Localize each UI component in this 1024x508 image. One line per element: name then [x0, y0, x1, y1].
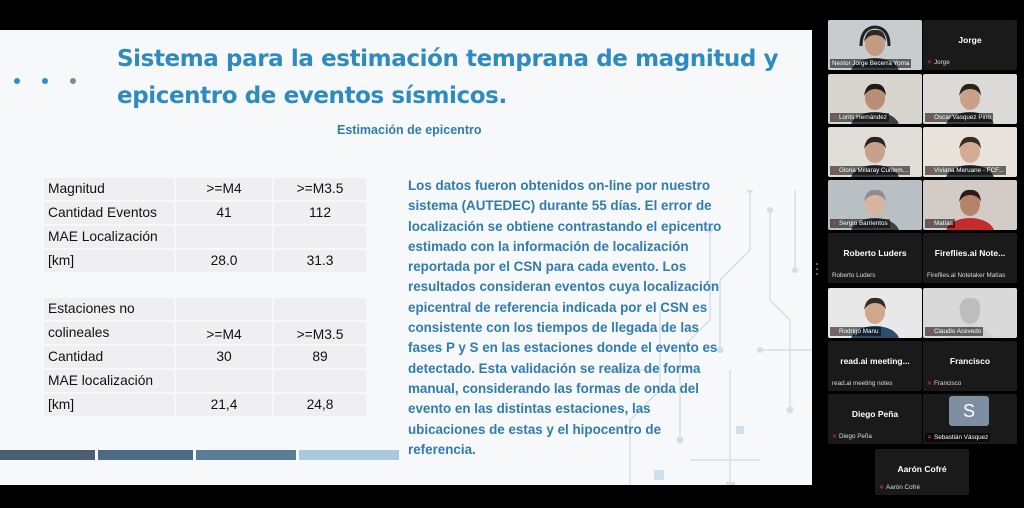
- participant-display-name: Francisco: [949, 356, 991, 366]
- footer-bar: [299, 450, 399, 460]
- participant-name-label: [830, 327, 881, 336]
- table-row: [44, 298, 366, 320]
- muted-mic-icon: ✕: [927, 220, 933, 227]
- shared-screen-slide: [0, 30, 812, 485]
- table-cell: colineales: [44, 322, 174, 344]
- participant-tile[interactable]: [923, 127, 1017, 177]
- participant-name-label: [879, 484, 920, 491]
- participant-name: read.ai meeting notes: [832, 380, 893, 387]
- participant-name: Sergio Barrientos: [839, 220, 888, 227]
- participant-display-name: Diego Peña: [851, 409, 899, 419]
- participant-name-label: [832, 380, 893, 387]
- table-cell: [176, 226, 272, 248]
- participant-tile[interactable]: [923, 288, 1017, 338]
- participant-name: Lorits Hernández: [839, 114, 887, 121]
- table-cell: [km]: [44, 394, 174, 416]
- table-cell: 89: [274, 346, 366, 368]
- table-cell: 41: [176, 202, 272, 224]
- muted-mic-icon: ✕: [832, 433, 838, 440]
- participant-tile[interactable]: [828, 20, 922, 70]
- participant-name-label: [830, 113, 889, 122]
- muted-mic-icon: ✕: [832, 114, 838, 121]
- slide-paragraph: Los datos fueron obtenidos on-line por nuestro sistema (AUTEDEC) durante 55 días. El error de localización se obtiene contrastando el epicentro estimado con la información de localización reportada por el CSN para cada evento. Los resultados consideran eventos cuya localización epicentral de referencia indicada por el CSN es consistente con los tiempos de llegada de las fases P y S en las estaciones donde el evento es detectado. Esta validación se realiza de forma manual, considerando las formas de onda del evento en las distintas estaciones, las ubicaciones de estas y el hipocentro de referencia.: [408, 178, 722, 457]
- table-cell: [274, 298, 366, 320]
- table-row: [44, 394, 366, 416]
- participant-tile[interactable]: [923, 394, 1017, 444]
- participant-name-label: [832, 272, 875, 279]
- table-row: [44, 322, 366, 344]
- participant-tile[interactable]: [828, 180, 922, 230]
- participant-display-name: Jorge: [958, 35, 982, 45]
- footer-bar: [196, 450, 296, 460]
- participant-name-label: [925, 433, 990, 442]
- participant-name: Viviana Meruane - FCF...: [934, 167, 1004, 174]
- table-row: [44, 346, 366, 368]
- table-cell: 28.0: [176, 250, 272, 272]
- table-cell: 31.3: [274, 250, 366, 272]
- participant-tile[interactable]: [923, 180, 1017, 230]
- participant-name-label: [925, 219, 955, 228]
- participant-name: Francisco: [934, 380, 962, 387]
- participant-display-name: Roberto Luders: [843, 248, 907, 258]
- muted-mic-icon: ✕: [832, 328, 838, 335]
- participant-name: Fireflies.ai Notetaker Matías: [927, 272, 1006, 279]
- table-cell: Cantidad: [44, 346, 174, 368]
- participant-tile[interactable]: [828, 341, 922, 391]
- participant-name: Roberto Luders: [832, 272, 876, 279]
- participant-name: Oscar Vasquez Pino: [934, 114, 991, 121]
- muted-mic-icon: ✕: [832, 167, 838, 174]
- table-cell: >=M4: [176, 178, 272, 200]
- table-cell: Magnitud: [44, 178, 174, 200]
- table-row: [44, 250, 366, 272]
- table-row: [44, 370, 366, 392]
- muted-mic-icon: ✕: [832, 220, 838, 227]
- decor-dot: [14, 78, 20, 84]
- participant-name-label: [927, 380, 961, 387]
- participant-name-label: [927, 272, 1005, 279]
- table-cell: [176, 298, 272, 320]
- table-cell: 30: [176, 346, 272, 368]
- muted-mic-icon: ✕: [927, 59, 933, 66]
- table-cell: 21,4: [176, 394, 272, 416]
- table-cell: Estaciones no: [44, 298, 174, 320]
- table-cell: 24,8: [274, 394, 366, 416]
- participant-name-label: [925, 166, 1006, 175]
- participant-tile[interactable]: [923, 20, 1017, 70]
- table-cell: MAE localización: [44, 370, 174, 392]
- muted-mic-icon: ✕: [879, 484, 885, 491]
- avatar: S: [949, 396, 989, 426]
- participant-display-name: Aarón Cofré: [897, 464, 947, 474]
- participant-name: Aarón Cofré: [886, 484, 920, 491]
- participant-name: Diego Peña: [839, 433, 872, 440]
- footer-bar: [98, 450, 193, 460]
- participant-tile[interactable]: [828, 288, 922, 338]
- participant-tile[interactable]: [828, 74, 922, 124]
- table-cell: >=M4: [176, 322, 272, 344]
- participant-name-label: [830, 59, 911, 68]
- participant-name: Sebastián Vásquez: [934, 434, 989, 441]
- table-cell: 112: [274, 202, 366, 224]
- decor-dot: [42, 78, 48, 84]
- participant-name-label: [925, 327, 983, 336]
- participant-name-label: [830, 219, 890, 228]
- decor-dot: [70, 78, 76, 84]
- participant-name: Gloria Millaray Curilem...: [839, 167, 908, 174]
- footer-bar: [0, 450, 95, 460]
- events-table: [42, 176, 368, 274]
- table-cell: [km]: [44, 250, 174, 272]
- table-cell: >=M3.5: [274, 178, 366, 200]
- slide-title: Sistema para la estimación temprana de magnitud y epicentro de eventos sísmicos.: [117, 46, 779, 109]
- table-cell: MAE Localización: [44, 226, 174, 248]
- participant-tile[interactable]: [828, 233, 922, 283]
- slide-subtitle: Estimación de epicentro: [337, 123, 482, 137]
- participant-tile[interactable]: [875, 449, 969, 495]
- table-cell: Cantidad Eventos: [44, 202, 174, 224]
- panel-resize-handle[interactable]: [815, 262, 819, 276]
- table-cell: [274, 226, 366, 248]
- participant-tile[interactable]: [923, 233, 1017, 283]
- muted-mic-icon: ✕: [927, 434, 933, 441]
- participant-name: Claudio Acevedo: [934, 328, 982, 335]
- muted-mic-icon: ✕: [927, 114, 933, 121]
- participant-name-label: [927, 59, 950, 66]
- stations-table: [42, 296, 368, 418]
- slide-footer-bars: [0, 450, 400, 460]
- participant-tile[interactable]: [923, 74, 1017, 124]
- table-row: [44, 226, 366, 248]
- table-cell: [176, 370, 272, 392]
- participant-tile[interactable]: [828, 394, 922, 444]
- table-row: [44, 202, 366, 224]
- participant-tile[interactable]: [923, 341, 1017, 391]
- participant-name: Matías: [934, 220, 953, 227]
- participant-display-name: read.ai meeting...: [840, 356, 910, 366]
- participant-name-label: [832, 433, 872, 440]
- participant-name-label: [925, 113, 993, 122]
- table-row: [44, 178, 366, 200]
- table-cell: >=M3.5: [274, 322, 366, 344]
- participant-display-name: Fireflies.ai Note...: [934, 248, 1006, 258]
- participant-name: Nestor Jorge Becerra Yoma: [832, 60, 910, 67]
- slide-decor-dots: [14, 78, 76, 84]
- participant-tile[interactable]: [828, 127, 922, 177]
- table-cell: [274, 370, 366, 392]
- muted-mic-icon: ✕: [927, 380, 933, 387]
- muted-mic-icon: ✕: [927, 328, 933, 335]
- muted-mic-icon: ✕: [927, 167, 933, 174]
- participant-name-label: [830, 166, 910, 175]
- participant-name: Jorge: [934, 59, 950, 66]
- participant-name: Rodrigo Manu: [839, 328, 879, 335]
